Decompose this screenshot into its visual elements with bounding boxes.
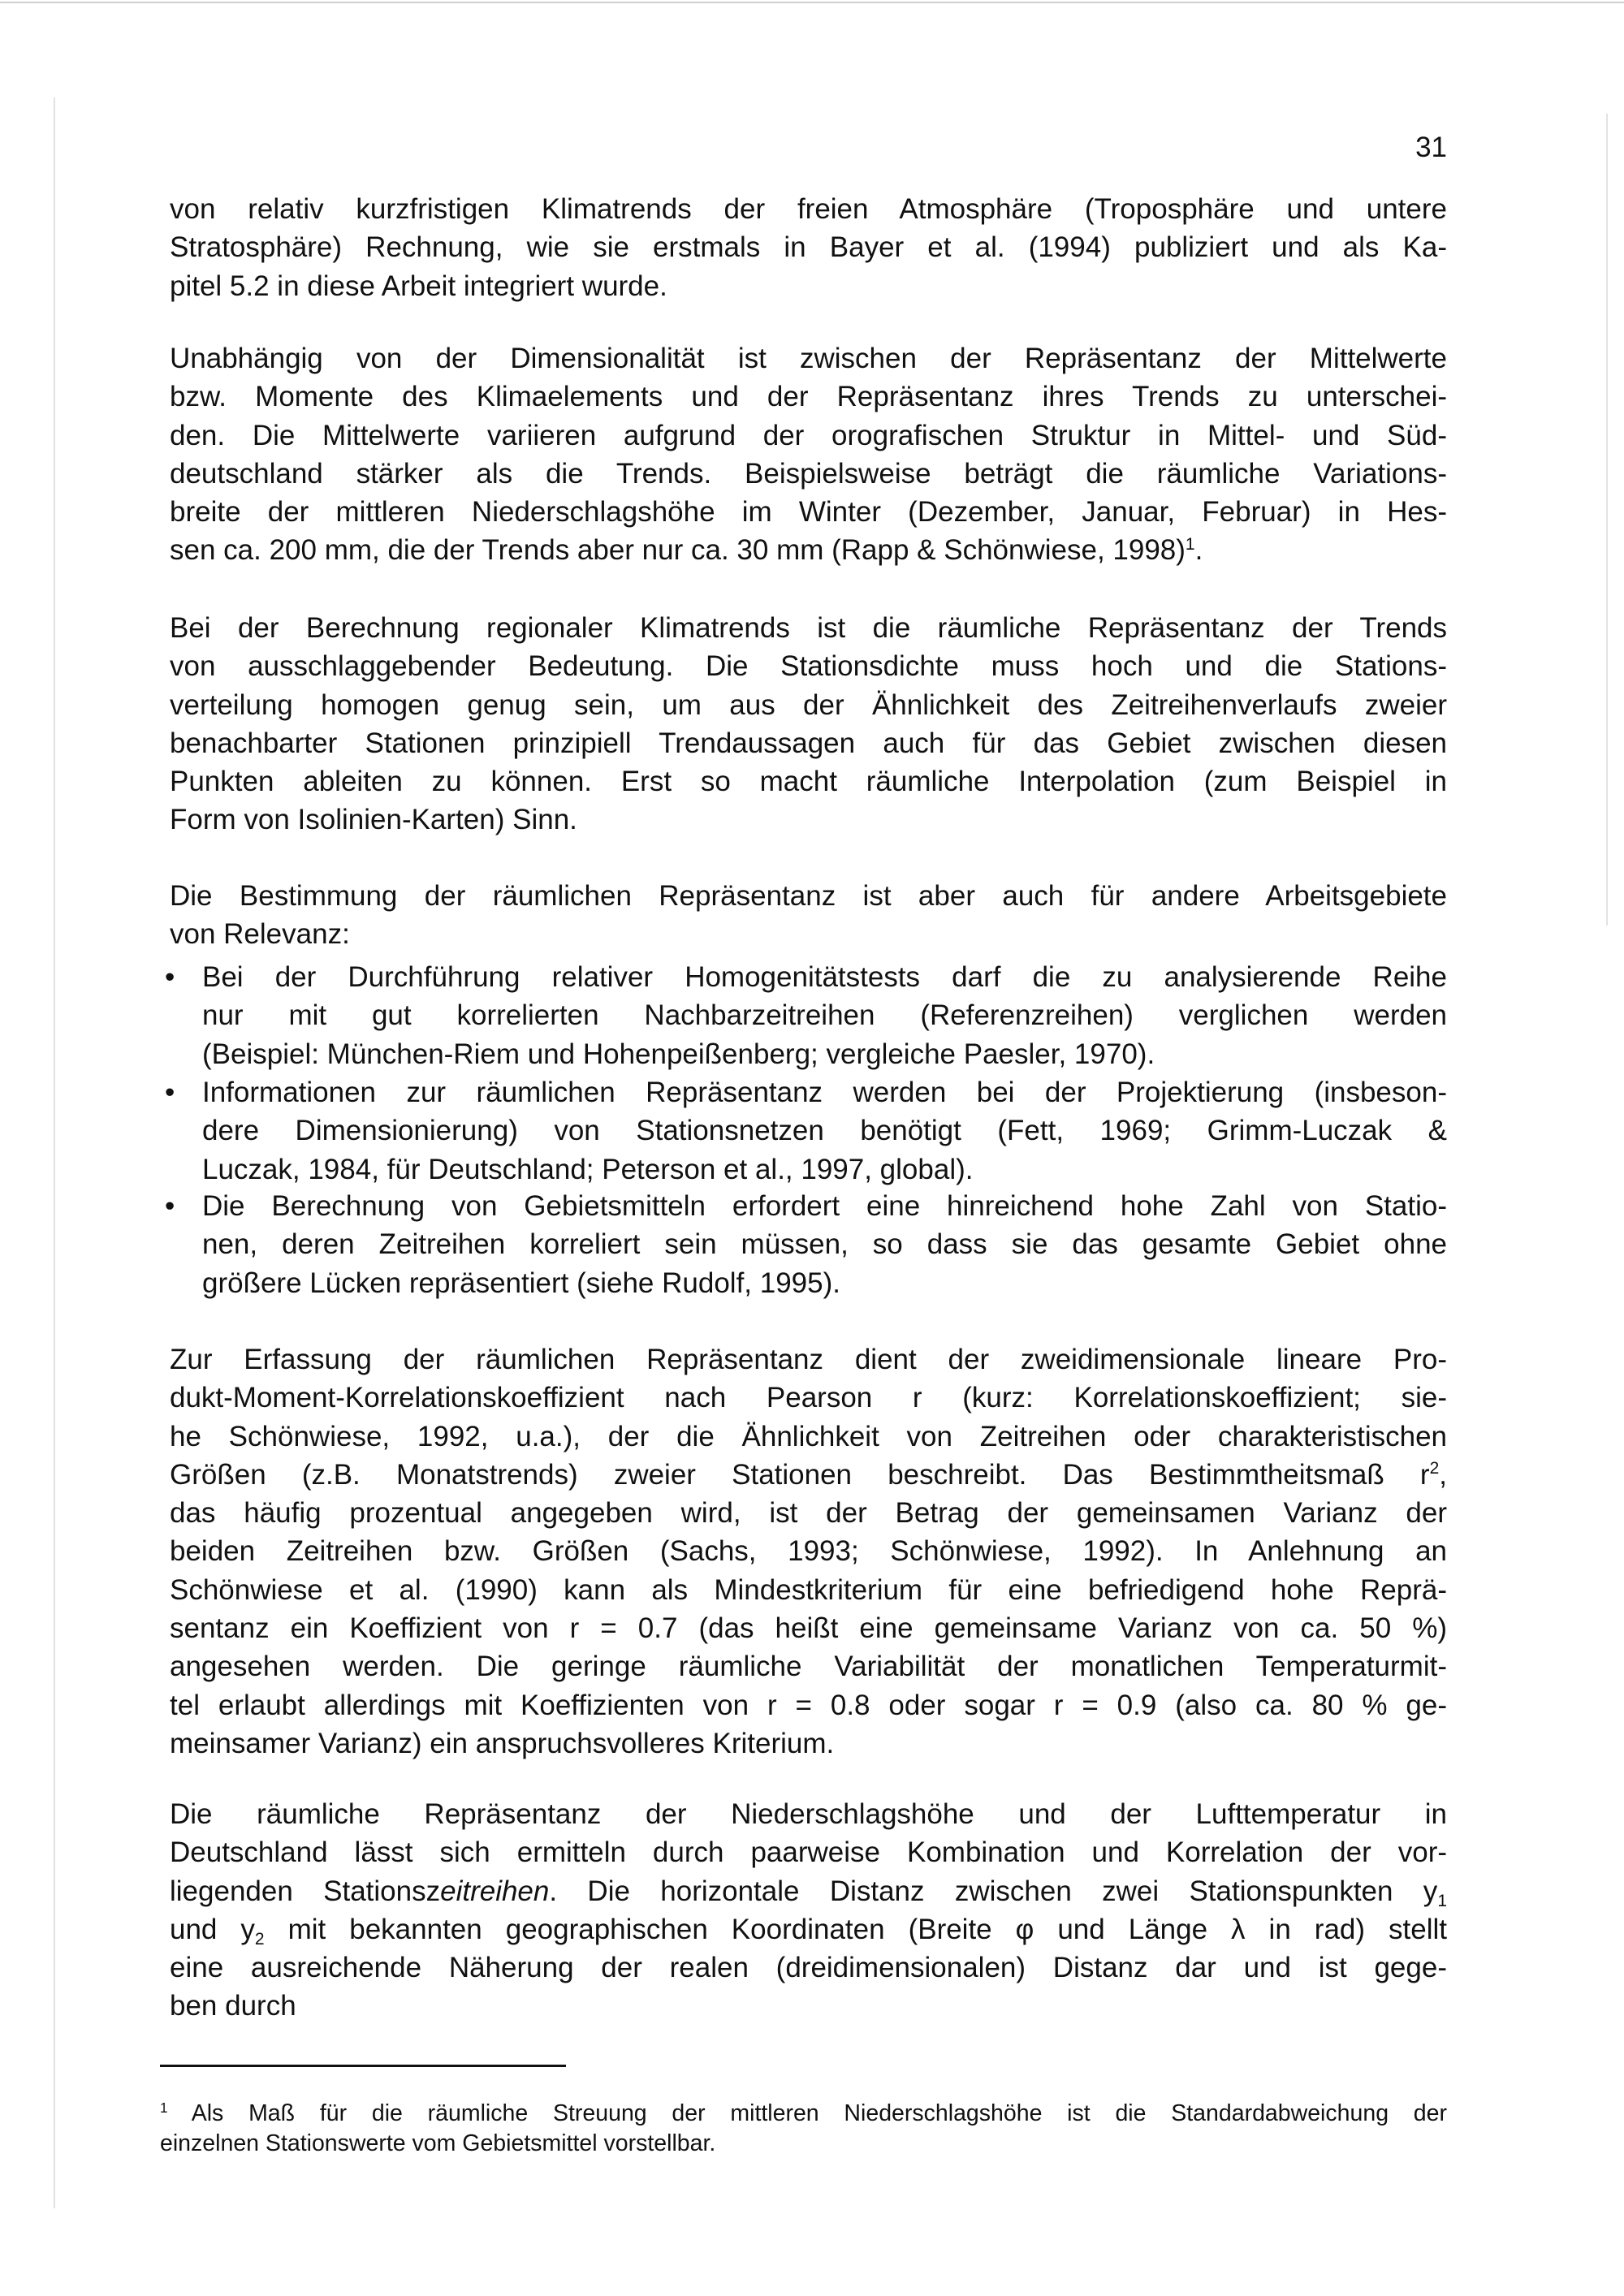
text-line: Bei der Durchführung relativer Homogenitätstests darf die zu analysierende Reihe: [202, 961, 1447, 993]
text-segment: eitreihen: [440, 1875, 550, 1907]
text-line: sentanz ein Koeffizient von r = 0.7 (das heißt eine gemeinsame Varianz von ca. 50 %): [170, 1612, 1447, 1645]
bullet-icon: •: [165, 961, 175, 993]
text-line: breite der mittleren Niederschlagshöhe im Winter (Dezember, Januar, Februar) in Hes-: [170, 496, 1447, 529]
text-line: Informationen zur räumlichen Repräsentanz werden bei der Projektierung (insbeson-: [202, 1077, 1447, 1108]
text-segment: mit bekannten geographischen Koordinaten (Breite φ und Länge λ in rad) stellt: [264, 1913, 1448, 1945]
text-line: das häufig prozentual angegeben wird, ist der Betrag der gemeinsamen Varianz der: [170, 1497, 1447, 1530]
text-line: Form von Isolinien-Karten) Sinn.: [170, 804, 577, 836]
paragraph: [170, 190, 1447, 305]
text-line: Luczak, 1984, für Deutschland; Peterson et al., 1997, global).: [202, 1153, 974, 1185]
text-line: Die Bestimmung der räumlichen Repräsentanz ist aber auch für andere Arbeitsgebiete: [170, 880, 1447, 912]
text-line: Unabhängig von der Dimensionalität ist zwischen der Repräsentanz der Mittelwerte: [170, 343, 1447, 374]
text-line: benachbarter Stationen prinzipiell Trendaussagen auch für das Gebiet zwischen diesen: [170, 727, 1447, 759]
paragraph: [170, 1795, 1447, 2026]
paragraph: [170, 1340, 1447, 1763]
bullet-item: [165, 958, 1447, 1073]
text-segment: sen ca. 200 mm, die der Trends aber nur ca. 30 mm (Rapp & Schönwiese, 1998): [170, 534, 1186, 567]
text-line: pitel 5.2 in diese Arbeit integriert wurde.: [170, 270, 667, 302]
text-line: [160, 2099, 1447, 2129]
text-line: dukt-Moment-Korrelationskoeffizient nach Pearson r (kurz: Korrelationskoeffizient; sie-: [170, 1382, 1447, 1414]
text-segment: ,: [1439, 1458, 1447, 1491]
scan-edge: [1606, 114, 1608, 926]
page-number: 31: [1415, 132, 1447, 163]
superscript: 1: [160, 2100, 168, 2116]
text-line: größere Lücken repräsentiert (siehe Rudolf, 1995).: [202, 1267, 840, 1299]
text-line: von ausschlaggebender Bedeutung. Die Stationsdichte muss hoch und die Stations-: [170, 650, 1447, 683]
text-line: he Schönwiese, 1992, u.a.), der die Ähnlichkeit von Zeitreihen oder charakteristischen: [170, 1420, 1447, 1452]
text-line: von Relevanz:: [170, 918, 350, 951]
text-segment: .: [1194, 534, 1203, 567]
text-segment: Als Maß für die räumliche Streuung der mittleren Niederschlagshöhe ist die Standardabweichung der: [167, 2100, 1447, 2126]
text-line: einzelnen Stationswerte vom Gebietsmittel vorstellbar.: [160, 2130, 716, 2156]
text-line: tel erlaubt allerdings mit Koeffizienten von r = 0.8 oder sogar r = 0.9 (also ca. 80 % ge-: [170, 1689, 1447, 1721]
footnote-separator: [160, 2065, 566, 2067]
text-line: Zur Erfassung der räumlichen Repräsentanz dient der zweidimensionale lineare Pro-: [170, 1344, 1447, 1375]
bullet-item: [165, 1187, 1447, 1302]
subscript: 2: [254, 1930, 265, 1949]
text-line: Bei der Berechnung regionaler Klimatrends ist die räumliche Repräsentanz der Trends: [170, 612, 1447, 644]
paragraph: [170, 609, 1447, 839]
text-line: den. Die Mittelwerte variieren aufgrund der orografischen Struktur in Mittel- und Süd-: [170, 419, 1447, 451]
superscript: 1: [1185, 534, 1195, 554]
text-line: beiden Zeitreihen bzw. Größen (Sachs, 1993; Schönwiese, 1992). In Anlehnung an: [170, 1535, 1447, 1568]
text-line: Die räumliche Repräsentanz der Niederschlagshöhe und der Lufttemperatur in: [170, 1798, 1447, 1830]
text-line: [170, 1910, 1447, 1949]
text-line: [170, 1872, 1447, 1910]
text-line: nur mit gut korrelierten Nachbarzeitreihen (Referenzreihen) verglichen werden: [202, 999, 1447, 1032]
text-line: dere Dimensionierung) von Stationsnetzen benötigt (Fett, 1969; Grimm-Luczak &: [202, 1115, 1447, 1147]
text-line: angesehen werden. Die geringe räumliche Variabilität der monatlichen Temperaturmit-: [170, 1651, 1447, 1683]
footnote: [160, 2099, 1447, 2159]
text-segment: . Die horizontale Distanz zwischen zwei Stationspunkten y: [549, 1875, 1438, 1907]
text-segment: Größen (z.B. Monatstrends) zweier Stationen beschreibt. Das Bestimmtheitsmaß r: [170, 1458, 1430, 1491]
subscript: 1: [1437, 1891, 1447, 1910]
text-line: [170, 1456, 1447, 1494]
text-line: eine ausreichende Näherung der realen (dreidimensionalen) Distanz dar und ist gege-: [170, 1952, 1447, 1984]
text-line: Punkten ableiten zu können. Erst so macht räumliche Interpolation (zum Beispiel in: [170, 766, 1447, 798]
superscript: 2: [1429, 1459, 1440, 1478]
text-line: Stratosphäre) Rechnung, wie sie erstmals in Bayer et al. (1994) publiziert und als Ka-: [170, 231, 1447, 264]
text-segment: und y: [170, 1913, 255, 1945]
text-segment: liegenden Stationsz: [170, 1875, 441, 1907]
text-line: [170, 531, 1447, 569]
text-line: ben durch: [170, 1990, 296, 2022]
text-line: nen, deren Zeitreihen korreliert sein müssen, so dass sie das gesamte Gebiet ohne: [202, 1228, 1447, 1261]
scan-edge: [0, 2, 1624, 3]
paragraph: [170, 339, 1447, 570]
text-line: Deutschland lässt sich ermitteln durch paarweise Kombination und Korrelation der vor-: [170, 1836, 1447, 1869]
text-line: Die Berechnung von Gebietsmitteln erfordert eine hinreichend hohe Zahl von Statio-: [202, 1190, 1447, 1222]
text-line: verteilung homogen genug sein, um aus der Ähnlichkeit des Zeitreihenverlaufs zweier: [170, 688, 1447, 721]
text-line: meinsamer Varianz) ein anspruchsvolleres Kriterium.: [170, 1727, 835, 1759]
bullet-icon: •: [165, 1077, 175, 1108]
paragraph: [170, 877, 1447, 954]
text-line: (Beispiel: München-Riem und Hohenpeißenberg; vergleiche Paesler, 1970).: [202, 1038, 1155, 1070]
text-line: bzw. Momente des Klimaelements und der Repräsentanz ihres Trends zu unterschei-: [170, 381, 1447, 413]
text-line: deutschland stärker als die Trends. Beispielsweise beträgt die räumliche Variations-: [170, 457, 1447, 490]
bullet-item: [165, 1073, 1447, 1189]
text-line: Schönwiese et al. (1990) kann als Mindestkriterium für eine befriedigend hohe Reprä-: [170, 1573, 1447, 1606]
bullet-icon: •: [165, 1190, 175, 1222]
text-line: von relativ kurzfristigen Klimatrends der freien Atmosphäre (Troposphäre und untere: [170, 193, 1447, 225]
scan-edge: [54, 97, 55, 2208]
